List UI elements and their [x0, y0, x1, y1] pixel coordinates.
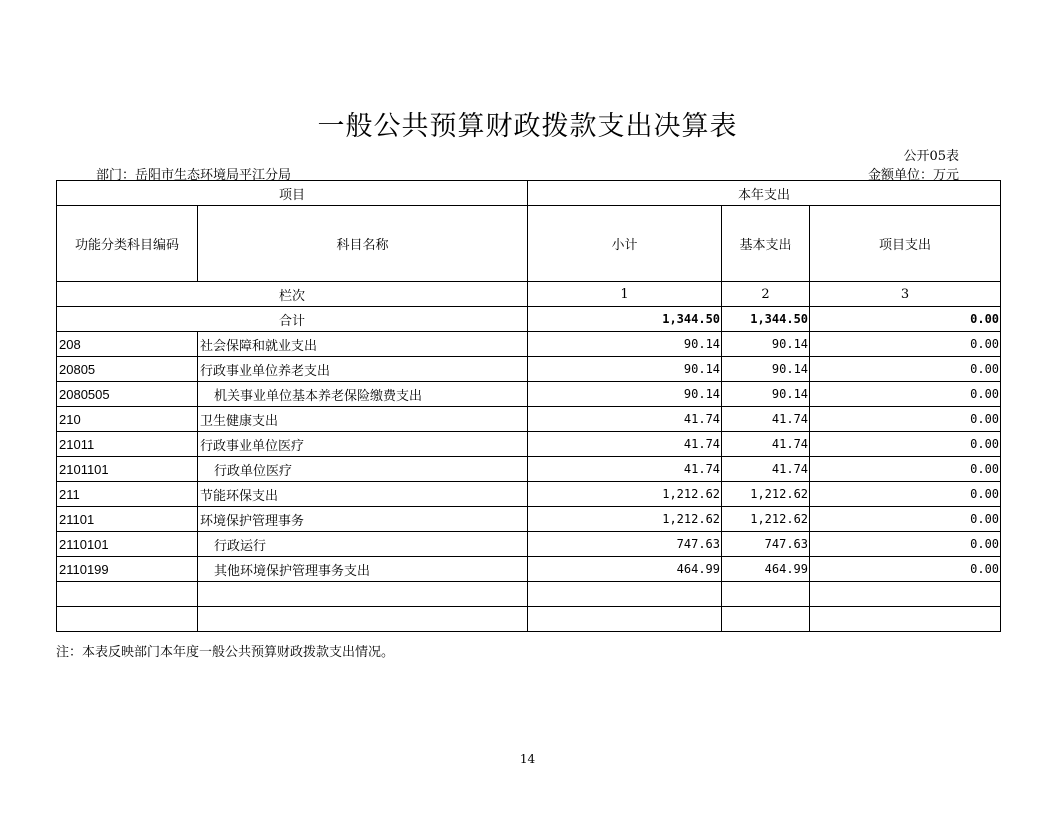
row-subtotal: 41.74 [528, 432, 722, 457]
table-row [57, 407, 1001, 432]
row-basic: 90.14 [722, 332, 810, 357]
column-number-1: 1 [528, 282, 722, 307]
page-number: 14 [519, 752, 536, 766]
row-project: 0.00 [810, 482, 1001, 507]
row-name: 社会保障和就业支出 [198, 332, 528, 357]
row-code: 21011 [57, 432, 198, 457]
row-subtotal: 41.74 [528, 457, 722, 482]
subtotal-column-header: 小计 [528, 206, 722, 282]
row-basic: 90.14 [722, 357, 810, 382]
row-code: 208 [57, 332, 198, 357]
row-subtotal: 464.99 [528, 557, 722, 582]
row-project: 0.00 [810, 432, 1001, 457]
row-project: 0.00 [810, 532, 1001, 557]
row-subtotal: 41.74 [528, 407, 722, 432]
table-row [57, 457, 1001, 482]
page-title: 一般公共预算财政拨款支出决算表 [317, 111, 738, 142]
empty-row [57, 607, 1001, 632]
header-row-2 [57, 206, 1001, 282]
row-basic: 1,212.62 [722, 507, 810, 532]
empty-cell [810, 607, 1001, 632]
table-row [57, 357, 1001, 382]
table-row [57, 382, 1001, 407]
row-code: 2080505 [57, 382, 198, 407]
table-row [57, 507, 1001, 532]
row-basic: 464.99 [722, 557, 810, 582]
row-code: 2101101 [57, 457, 198, 482]
empty-cell [198, 582, 528, 607]
row-basic: 747.63 [722, 532, 810, 557]
row-code: 210 [57, 407, 198, 432]
name-column-header: 科目名称 [198, 206, 528, 282]
empty-cell [528, 582, 722, 607]
row-subtotal: 747.63 [528, 532, 722, 557]
row-project: 0.00 [810, 457, 1001, 482]
code-column-header: 功能分类科目编码 [57, 206, 198, 282]
row-name: 其他环境保护管理事务支出 [198, 557, 528, 582]
expense-table [56, 180, 1001, 632]
total-row [57, 307, 1001, 332]
table-row [57, 532, 1001, 557]
row-name: 行政单位医疗 [198, 457, 528, 482]
total-subtotal: 1,344.50 [528, 307, 722, 332]
table-row [57, 432, 1001, 457]
row-subtotal: 90.14 [528, 332, 722, 357]
row-name: 行政运行 [198, 532, 528, 557]
unit-label: 金额单位：万元 [867, 168, 959, 183]
empty-cell [722, 607, 810, 632]
row-name: 环境保护管理事务 [198, 507, 528, 532]
header-row-1 [57, 181, 1001, 206]
row-code: 2110199 [57, 557, 198, 582]
current-year-expense-header: 本年支出 [528, 181, 1001, 206]
row-basic: 41.74 [722, 407, 810, 432]
row-project: 0.00 [810, 557, 1001, 582]
row-code: 21101 [57, 507, 198, 532]
department-label: 部门：岳阳市生态环境局平江分局 [96, 168, 292, 183]
row-project: 0.00 [810, 382, 1001, 407]
row-code: 2110101 [57, 532, 198, 557]
row-code: 20805 [57, 357, 198, 382]
total-label: 合计 [57, 307, 528, 332]
basic-column-header: 基本支出 [722, 206, 810, 282]
row-basic: 41.74 [722, 432, 810, 457]
table-row [57, 482, 1001, 507]
row-basic: 1,212.62 [722, 482, 810, 507]
column-number-2: 2 [722, 282, 810, 307]
row-name: 机关事业单位基本养老保险缴费支出 [198, 382, 528, 407]
empty-row [57, 582, 1001, 607]
table-row [57, 557, 1001, 582]
empty-cell [57, 607, 198, 632]
row-subtotal: 90.14 [528, 357, 722, 382]
table-note: 注：本表反映部门本年度一般公共预算财政拨款支出情况。 [56, 645, 395, 660]
row-name: 行政事业单位养老支出 [198, 357, 528, 382]
row-project: 0.00 [810, 357, 1001, 382]
row-project: 0.00 [810, 507, 1001, 532]
row-subtotal: 1,212.62 [528, 507, 722, 532]
column-order-row [57, 282, 1001, 307]
total-basic: 1,344.50 [722, 307, 810, 332]
row-name: 节能环保支出 [198, 482, 528, 507]
row-project: 0.00 [810, 332, 1001, 357]
project-expense-column-header: 项目支出 [810, 206, 1001, 282]
row-basic: 41.74 [722, 457, 810, 482]
empty-cell [810, 582, 1001, 607]
row-name: 行政事业单位医疗 [198, 432, 528, 457]
row-subtotal: 90.14 [528, 382, 722, 407]
row-basic: 90.14 [722, 382, 810, 407]
row-project: 0.00 [810, 407, 1001, 432]
column-order-label: 栏次 [57, 282, 528, 307]
total-project: 0.00 [810, 307, 1001, 332]
empty-cell [57, 582, 198, 607]
row-code: 211 [57, 482, 198, 507]
empty-cell [722, 582, 810, 607]
row-name: 卫生健康支出 [198, 407, 528, 432]
table-row [57, 332, 1001, 357]
form-id: 公开05表 [903, 149, 959, 164]
row-subtotal: 1,212.62 [528, 482, 722, 507]
project-header: 项目 [57, 181, 528, 206]
empty-cell [528, 607, 722, 632]
column-number-3: 3 [810, 282, 1001, 307]
empty-cell [198, 607, 528, 632]
